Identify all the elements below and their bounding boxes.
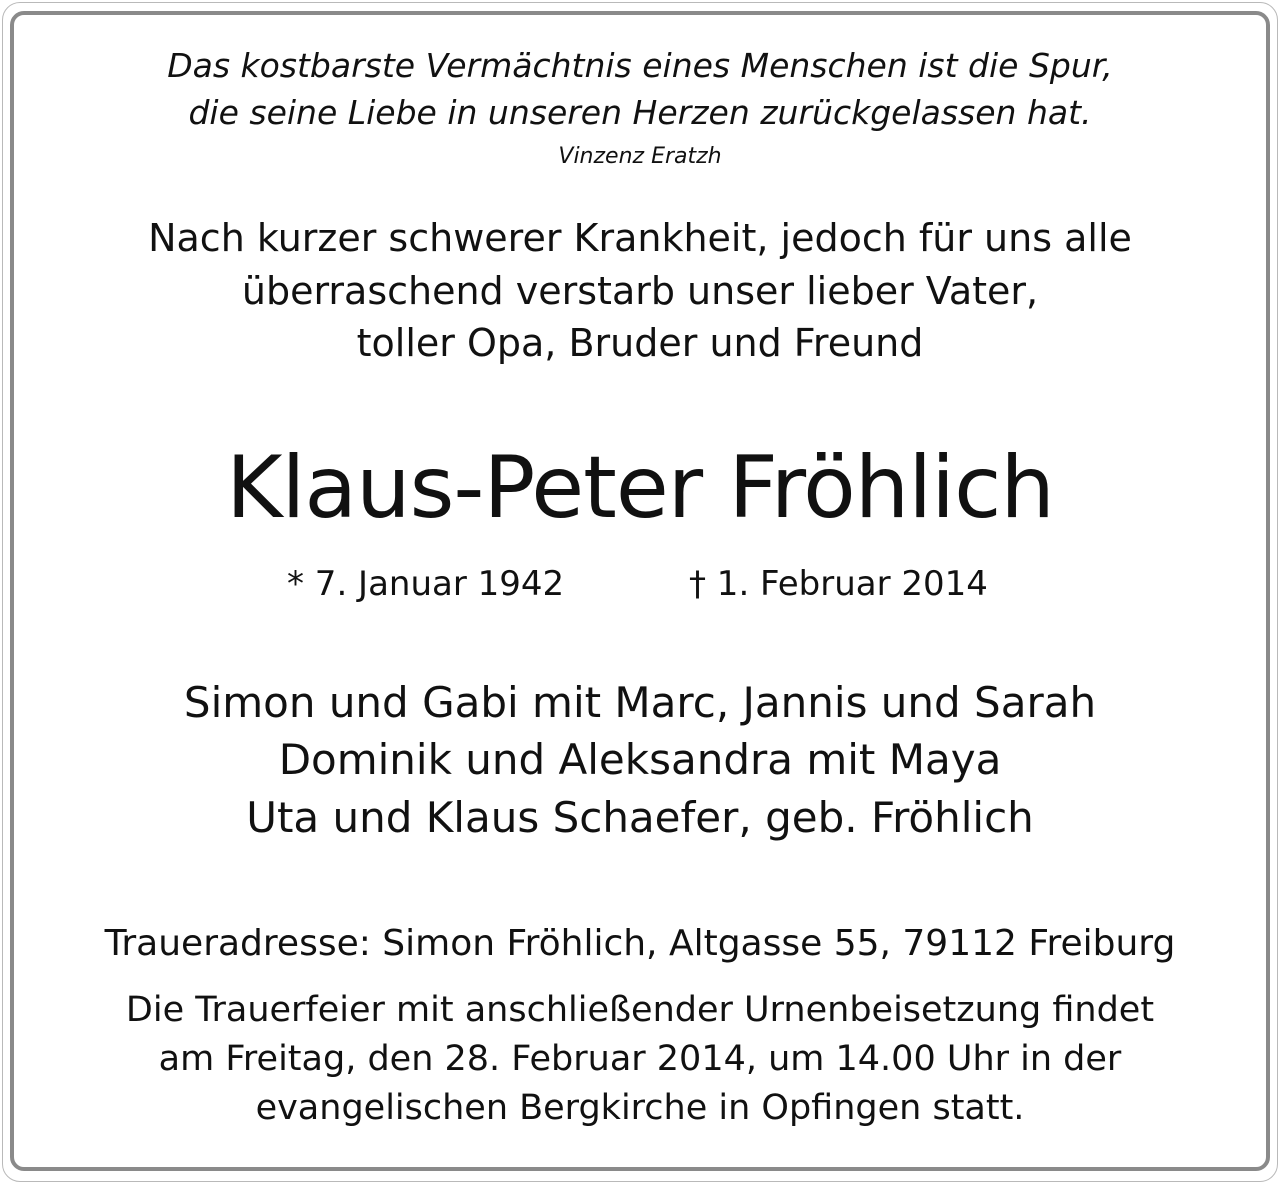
quote-line-1: Das kostbarste Vermächtnis eines Menschen ist die Spur,	[167, 46, 1113, 85]
birth-date: * 7. Januar 1942	[287, 564, 565, 604]
service-line-1: Die Trauerfeier mit anschließender Urnenbeisetzung findet	[125, 990, 1155, 1030]
service-line-3: evangelischen Bergkirche in Opfingen statt.	[255, 1088, 1025, 1128]
intro-line-3: toller Opa, Bruder und Freund	[356, 321, 924, 365]
quote-author: Vinzenz Eratzh	[558, 144, 722, 169]
quote-line-2: die seine Liebe in unseren Herzen zurückgelassen hat.	[188, 93, 1092, 132]
family-line-1: Simon und Gabi mit Marc, Jannis und Sarah	[183, 678, 1097, 727]
intro-line-2: überraschend verstarb unser lieber Vater,	[241, 269, 1039, 313]
family-line-3: Uta und Klaus Schaefer, geb. Fröhlich	[246, 793, 1034, 842]
service-line-2: am Freitag, den 28. Februar 2014, um 14.00 Uhr in der	[158, 1039, 1122, 1079]
deceased-name: Klaus-Peter Fröhlich	[226, 438, 1054, 538]
mourning-address: Traueradresse: Simon Fröhlich, Altgasse 55, 79112 Freiburg	[104, 923, 1176, 964]
death-date: † 1. Februar 2014	[689, 564, 988, 604]
family-line-2: Dominik und Aleksandra mit Maya	[278, 735, 1002, 784]
intro-line-1: Nach kurzer schwerer Krankheit, jedoch für uns alle	[148, 216, 1132, 260]
